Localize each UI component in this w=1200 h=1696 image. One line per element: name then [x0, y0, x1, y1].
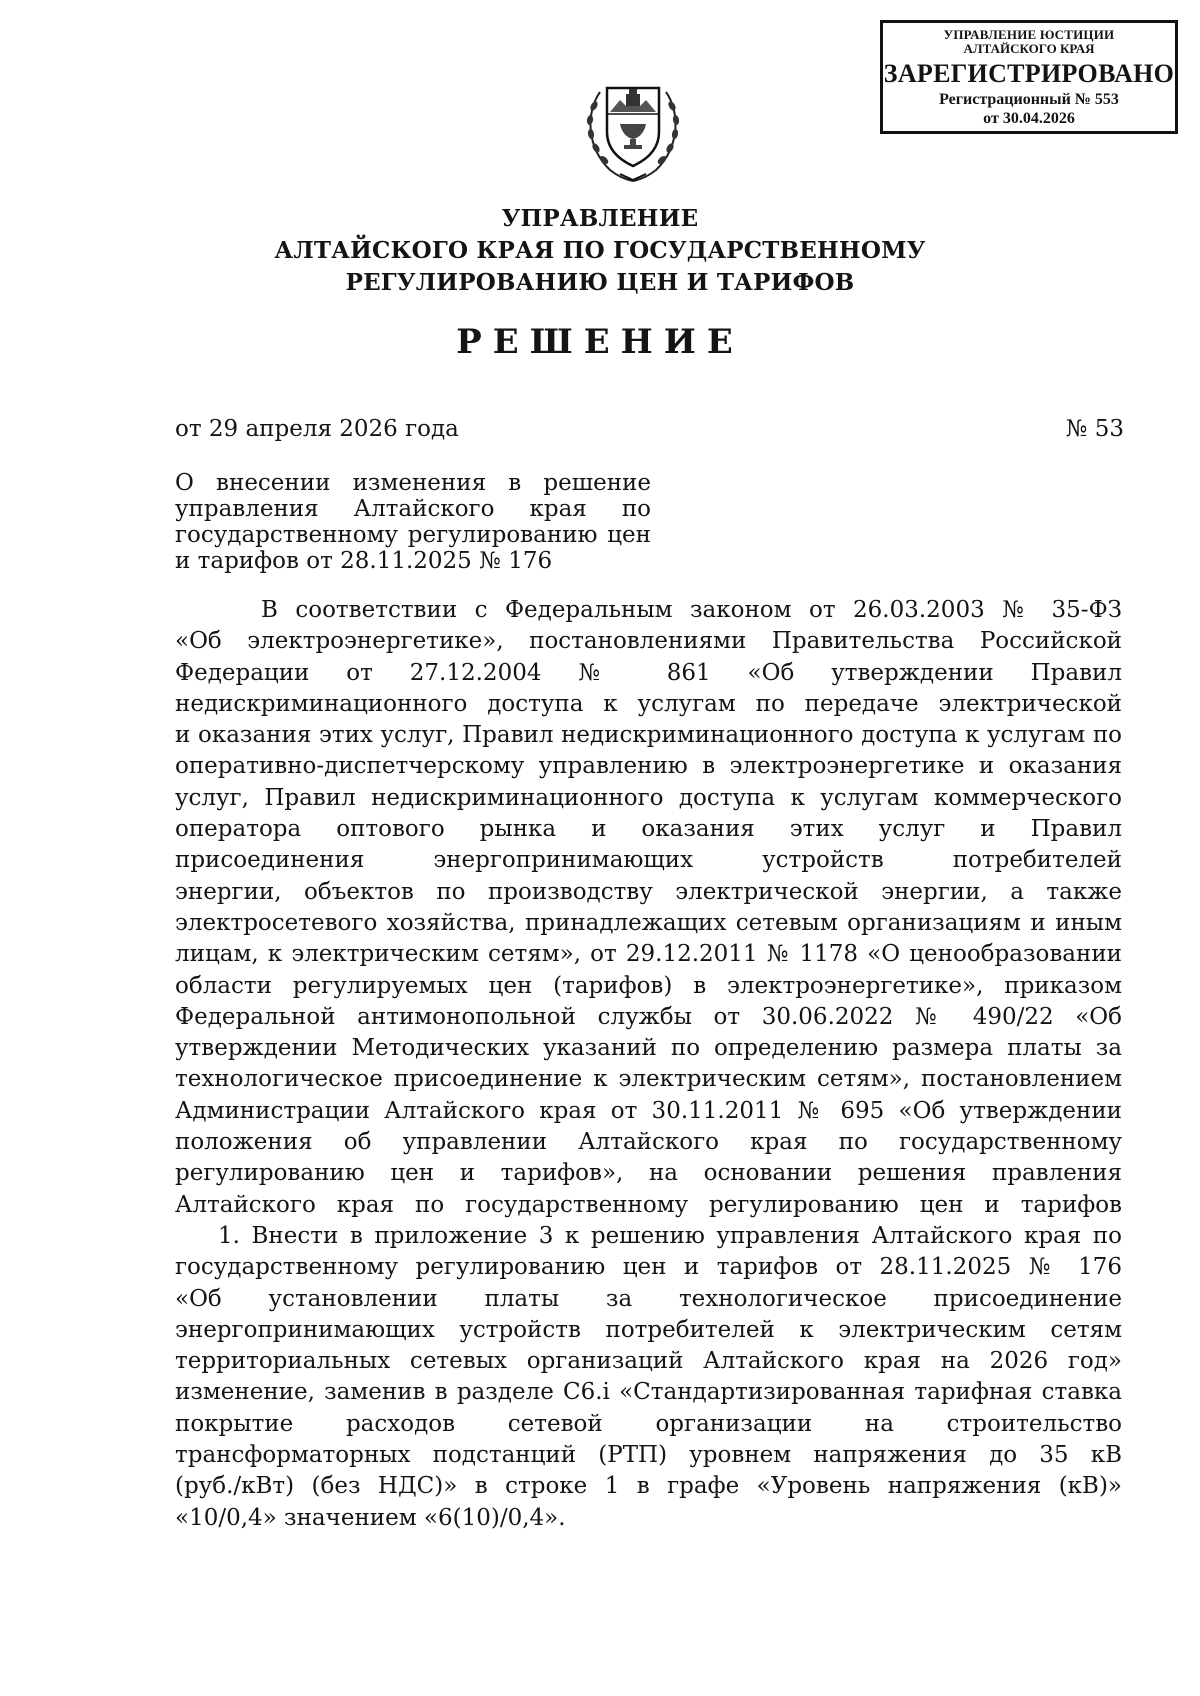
subject-line: государственному регулированию цен	[175, 522, 651, 548]
document-number: № 53	[1065, 416, 1124, 442]
body-line: территориальных сетевых организаций Алтайского края на 2026 год»	[175, 1348, 1122, 1375]
body-line: утверждении Методических указаний по определению размера платы за	[175, 1035, 1122, 1062]
body-line: Алтайского края по государственному регулированию цен и тарифов	[175, 1191, 1122, 1218]
body-line: Администрации Алтайского края от 30.11.2011 № 695 «Об утверждении	[175, 1097, 1122, 1124]
stamp-authority-line1: УПРАВЛЕНИЕ ЮСТИЦИИ	[943, 27, 1115, 42]
stamp-status: ЗАРЕГИСТРИРОВАНО	[883, 59, 1175, 88]
body-line: технологическое присоединение к электрическим сетям», постановлением	[175, 1066, 1122, 1093]
body-line: недискриминационного доступа к услугам по передаче электрической	[175, 690, 1122, 717]
body-line: области регулируемых цен (тарифов) в электроэнергетике», приказом	[175, 972, 1122, 999]
registration-stamp	[880, 20, 1178, 134]
agency-heading-line: РЕГУЛИРОВАНИЮ ЦЕН И ТАРИФОВ	[345, 269, 855, 296]
body-line: присоединения энергопринимающих устройств потребителей	[175, 847, 1122, 874]
subject-line: управления Алтайского края по	[175, 496, 651, 522]
body-line: (руб./кВт) (без НДС)» в строке 1 в графе «Уровень напряжения (кВ)»	[175, 1473, 1122, 1500]
stamp-authority-line2: АЛТАЙСКОГО КРАЯ	[963, 41, 1095, 56]
body-line: Федеральной антимонопольной службы от 30.06.2022 № 490/22 «Об	[175, 1003, 1122, 1030]
body-line: трансформаторных подстанций (РТП) уровнем напряжения до 35 кВ	[175, 1442, 1122, 1469]
subject-line: О внесении изменения в решение	[175, 470, 651, 496]
body-line: «10/0,4» значением «6(10)/0,4».	[175, 1504, 566, 1531]
agency-heading	[250, 203, 950, 299]
document-subject	[175, 470, 651, 574]
body-line: энергии, объектов по производству электрической энергии, а также	[175, 878, 1122, 905]
body-line: В соответствии с Федеральным законом от 26.03.2003 № 35-ФЗ	[261, 597, 1122, 623]
body-line: энергопринимающих устройств потребителей к электрическим сетям	[175, 1316, 1122, 1343]
body-line: «Об электроэнергетике», постановлениями Правительства Российской	[175, 628, 1122, 655]
body-line: государственному регулированию цен и тарифов от 28.11.2025 № 176	[175, 1254, 1122, 1281]
agency-heading-line: УПРАВЛЕНИЕ	[501, 205, 699, 232]
body-line: оперативно-диспетчерскому управлению в электроэнергетике и оказания	[175, 753, 1122, 780]
body-line: «Об установлении платы за технологическое присоединение	[175, 1285, 1122, 1312]
body-line: Федерации от 27.12.2004 № 861 «Об утверждении Правил	[175, 659, 1122, 686]
body-line: услуг, Правил недискриминационного доступа к услугам коммерческого	[175, 784, 1122, 811]
subject-line: и тарифов от 28.11.2025 № 176	[175, 548, 553, 574]
body-line: изменение, заменив в разделе С6.i «Стандартизированная тарифная ставка	[175, 1379, 1122, 1406]
body-line: оператора оптового рынка и оказания этих услуг и Правил	[175, 816, 1122, 843]
stamp-reg-date: от 30.04.2026	[983, 110, 1075, 127]
stamp-reg-number: Регистрационный № 553	[939, 91, 1119, 108]
body-line: и оказания этих услуг, Правил недискриминационного доступа к услугам по	[175, 722, 1122, 749]
document-title: РЕШЕНИЕ	[456, 322, 744, 362]
document-body	[175, 595, 1122, 1534]
altai-krai-coat-of-arms-icon	[580, 62, 686, 186]
body-line: покрытие расходов сетевой организации на строительство	[175, 1410, 1122, 1437]
agency-heading-line: АЛТАЙСКОГО КРАЯ ПО ГОСУДАРСТВЕННОМУ	[274, 237, 926, 264]
body-line: лицам, к электрическим сетям», от 29.12.2011 № 1178 «О ценообразовании	[175, 941, 1122, 968]
document-date: от 29 апреля 2026 года	[175, 416, 459, 442]
body-line: электросетевого хозяйства, принадлежащих сетевым организациям и иным	[175, 909, 1122, 936]
body-line: 1. Внести в приложение 3 к решению управления Алтайского края по	[218, 1222, 1122, 1249]
body-line: положения об управлении Алтайского края по государственному	[175, 1129, 1122, 1156]
body-line: регулированию цен и тарифов», на основании решения правления	[175, 1160, 1122, 1187]
